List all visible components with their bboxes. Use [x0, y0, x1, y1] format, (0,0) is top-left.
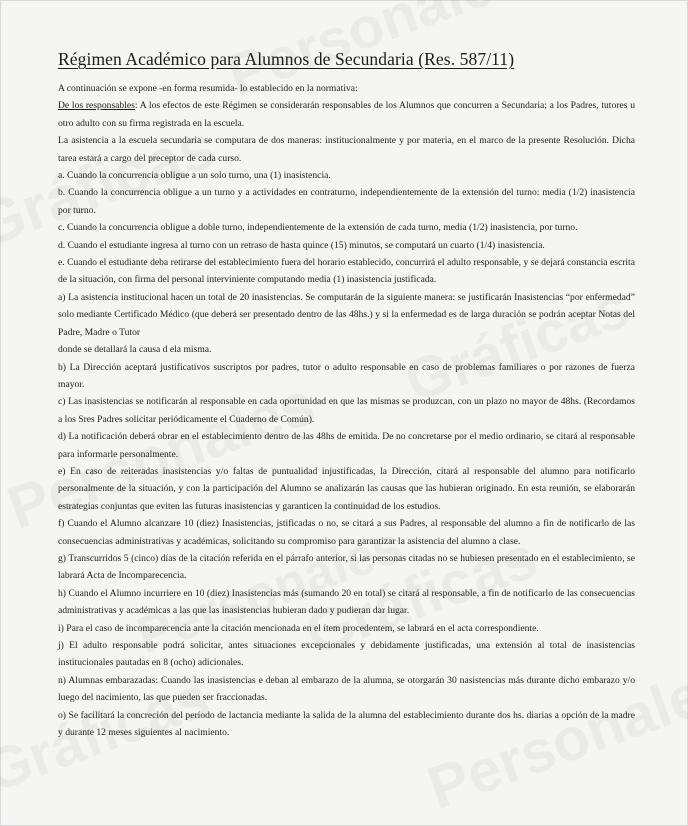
paragraph: donde se detallará la causa d ela misma. — [58, 344, 212, 356]
paragraph-text: : A los efectos de este Régimen se considerarán responsables de los Alumnos que concurren a Secundaria; a los Padres, tutores u otro adulto con su firma registrada en la escuela. — [58, 100, 635, 129]
list-item: c. Cuando la concurrencia obligue a doble turno, independientemente de la extensión de cada turno, media (1/2) inasistencia, por turno. — [58, 222, 578, 234]
list-item: g) Transcurridos 5 (cinco) días de la citación referida en el párrafo anterior, si las personas citadas no se hubiesen presentado en el establecimiento, se labrará Acta de Incomparecencia. — [58, 552, 635, 582]
list-item: b. Cuando la concurrencia obligue a un turno y a actividades en contraturno, independientemente de la extensión del turno: media (1/2) inasistencia por turno. — [58, 187, 635, 216]
list-item: n) Alumnas embarazadas: Cuando las inasistencias e deban al embarazo de la alumna, se otorgarán 30 nasistencias más durante dicho embarazo y/o luego del nacimiento, las que pueden ser fraccionadas. — [58, 674, 635, 704]
section-label: De los responsables — [58, 100, 135, 112]
paragraph: A continuación se expone -en forma resumida- lo establecido en la normativa: — [58, 83, 358, 94]
list-item: a) La asistencia institucional hacen un total de 20 inasistencias. Se computarán de la siguiente manera: se justificarán Inasistencias “por enfermedad” solo mediante Certificado Médico (que deberá ser presentado dentro de las 48hs.) y si la enfermedad es de larga duración se podrán aceptar Notas del Padre, Madre o Tutor — [58, 291, 635, 338]
paragraph-responsables — [58, 97, 635, 132]
list-item: c) Las inasistencias se notificarán al responsable en cada oportunidad en que las mismas se produzcan, con un plazo no mayor de 48hs. (Recordamos a los Sres Padres solicitar periódicamente el Cuaderno de Común). — [58, 396, 635, 425]
list-item: h) Cuando el Alumno incurriere en 10 (diez) Inasistencias más (sumando 20 en total) se citará al responsable, a fin de notificarlo de las consecuencias administrativas y académicas a las que las inasistencias hubieran dado y pudieran dar lugar. — [58, 587, 635, 617]
list-item: b) La Dirección aceptará justificativos suscriptos por padres, tutor o adulto responsable en caso de problemas familiares o por razones de fuerza mayor. — [58, 361, 635, 390]
list-item: d. Cuando el estudiante ingresa al turno con un retraso de hasta quince (15) minutos, se computará un cuarto (1/4) inasistencia. — [58, 239, 545, 251]
list-item: j) El adulto responsable podrá solicitar, antes situaciones excepcionales y debidamente justificadas, una extensión al total de inasistencias institucionales pautadas en 8 (ocho) adicionales. — [58, 640, 635, 669]
list-item: d) La notificación deberá obrar en el establecimiento dentro de las 48hs de emitida. De no concretarse por el medio ordinario, se citará al responsable para informarle personalmente. — [58, 431, 635, 460]
document-body — [58, 49, 635, 741]
list-item: e. Cuando el estudiante deba retirarse del establecimiento fuera del horario establecido, concurrirá el adulto responsable, y se dejará constancia escrita de la situación, con firma del personal interviniente computando media (1) inasistencia justificada. — [58, 257, 635, 286]
list-item: a. Cuando la concurrencia obligue a un solo turno, una (1) inasistencia. — [58, 170, 331, 182]
list-item: f) Cuando el Alumno alcanzare 10 (diez) Inasistencias, jstificadas o no, se citará a sus Padres, al responsable del alumno a fin de notificarlo de las consecuencias administrativas y académicas, solicitando su compromiso para garantizar la asistencia del alumno a clase. — [58, 518, 635, 547]
list-item: e) En caso de reiteradas inasistencias y/o faltas de puntualidad injustificadas, la Dirección, citará al responsable del alumno para notificarlo personalmente de la situación, y con la participación del Alumno se analizarán las causas que las hubieran originado. En esta reunión, se elaborarán estrategias conjuntas que eviten las futuras inasistencias y garanticen la continuidad de los estudios. — [58, 465, 635, 512]
document-title: Régimen Académico para Alumnos de Secundaria (Res. 587/11) — [58, 49, 515, 69]
paragraph: La asistencia a la escuela secundaria se computara de dos maneras: institucionalmente y por materia, en el marco de la presente Resolución. Dicha tarea estará a cargo del preceptor de cada curso. — [58, 135, 635, 164]
list-item: o) Se facilitará la concreción del período de lactancia mediante la salida de la alumna del establecimiento durante dos hs. diarias a opción de la madre y durante 12 meses siguientes al nacimiento. — [58, 709, 635, 739]
list-item: i) Para el caso de incomparecencia ante la citación mencionada en el ítem procedentem, se labrará en el acta correspondiente. — [58, 622, 539, 634]
